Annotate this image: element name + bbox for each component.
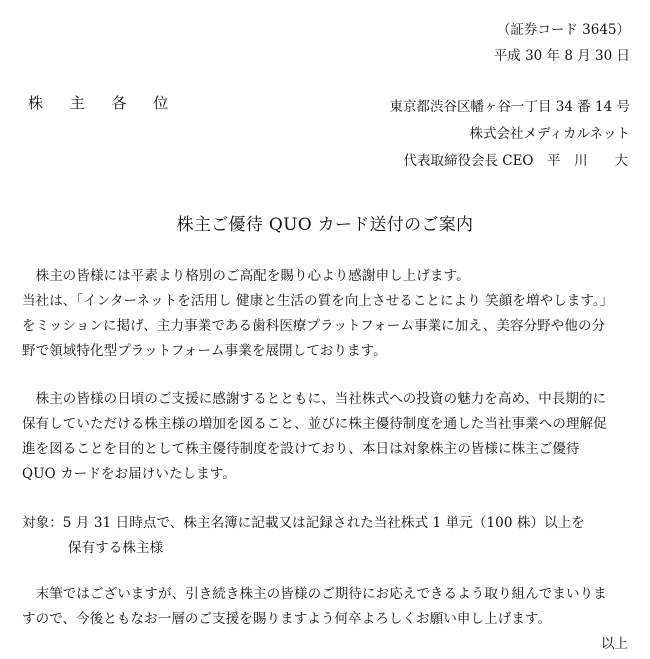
paragraph-line: をミッションに掲げ、主力事業である歯科医療プラットフォーム事業に加え、美容分野や他の分 (22, 318, 606, 334)
addressee: 株 主 各 位 (28, 94, 180, 112)
sender-company: 株式会社メディカルネット (469, 126, 630, 142)
paragraph-line: 末筆ではございますが、引き続き株主の皆様のご期待にお応えできるよう取り組んでまいりま (22, 586, 607, 602)
document-title: 株主ご優待 QUO カード送付のご案内 (176, 215, 474, 235)
sender-address: 東京都渋谷区幡ヶ谷一丁目 34 番 14 号 (389, 99, 630, 115)
paragraph-line: 野で領域特化型プラットフォーム事業を展開しております。 (22, 343, 387, 359)
target-line-continued: 保有する株主様 (68, 540, 164, 556)
paragraph-line: すので、今後ともなお一層のご支援を賜りますよう何卒よろしくお願い申し上げます。 (22, 611, 552, 627)
paragraph-line: QUO カードをお届けいたします。 (22, 466, 236, 482)
securities-code: （証券コード 3645） (496, 22, 630, 38)
target-line: 対象：5 月 31 日時点で、株主名簿に記載又は記録された当社株式 1 単元（100 株）以上を (22, 515, 585, 531)
end-mark: 以上 (601, 636, 628, 652)
paragraph-line: 株主の皆様には平素より格別のご高配を賜り心より感謝申し上げます。 (22, 268, 470, 284)
paragraph-line: 保有していただける株主様の増加を図ること、並びに株主優待制度を通した当社事業への理解促 (22, 416, 607, 432)
paragraph-line: 当社は、「インターネットを活用し 健康と生活の質を向上させることにより 笑顔を増やします。」 (22, 293, 614, 309)
document-date: 平成 30 年 8 月 30 日 (493, 48, 630, 64)
sender-representative: 代表取締役会長 CEO 平 川 大 (403, 153, 628, 169)
paragraph-line: 株主の皆様の日頃のご支援に感謝するとともに、当社株式への投資の魅力を高め、中長期的に (22, 391, 607, 407)
paragraph-line: 進を図ることを目的として株主優待制度を設けており、本日は対象株主の皆様に株主ご優待 (22, 441, 580, 457)
